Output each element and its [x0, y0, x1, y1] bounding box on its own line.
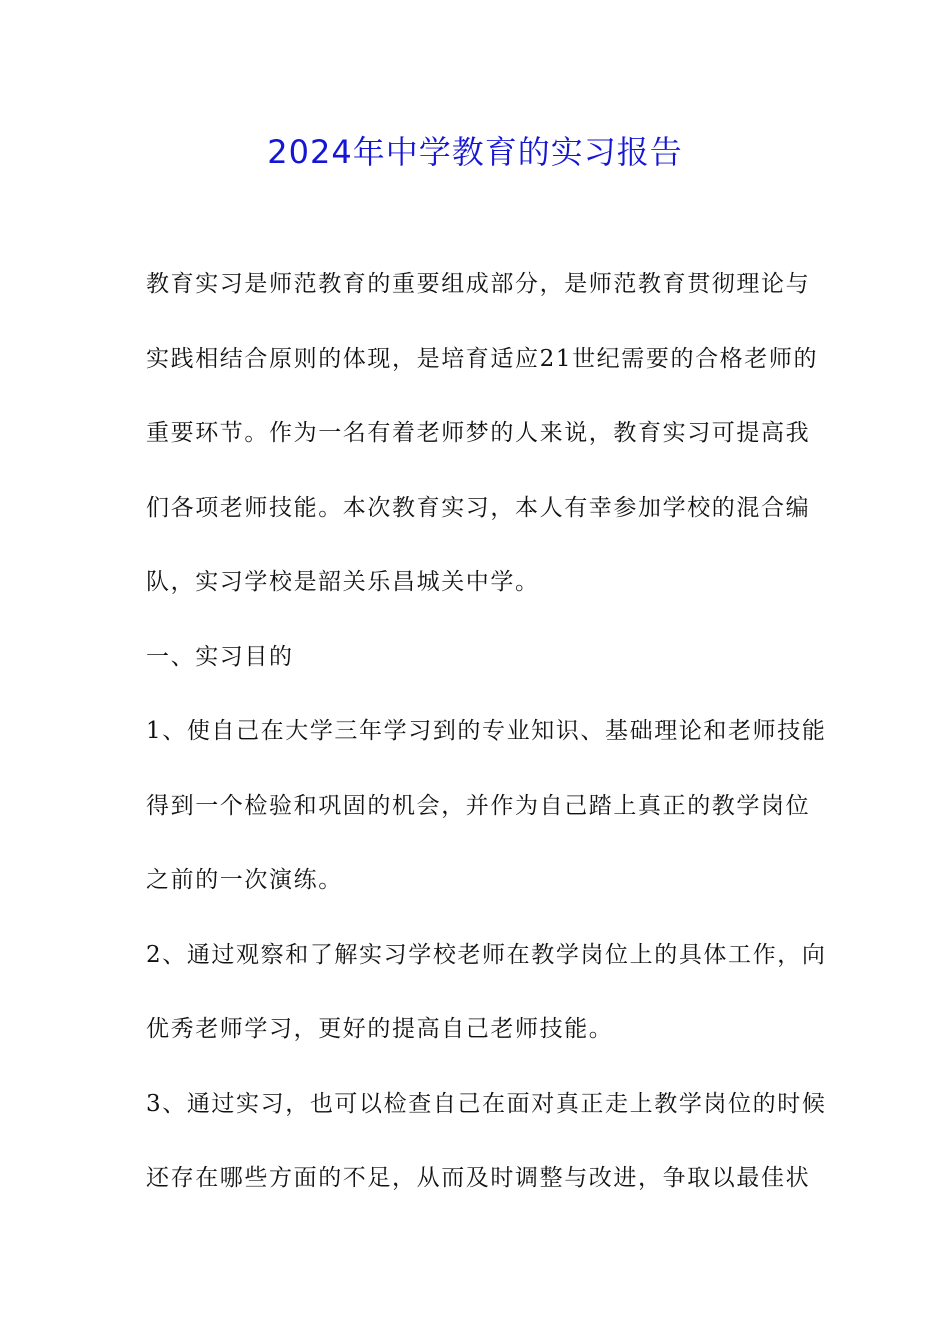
document-title: 2024年中学教育的实习报告	[267, 133, 683, 171]
text-line: 3、通过实习，也可以检查自己在面对真正走上教学岗位的时候	[146, 1090, 827, 1117]
text-line: 之前的一次演练。	[146, 867, 343, 893]
text-line: 还存在哪些方面的不足，从而及时调整与改进，争取以最佳状	[146, 1165, 811, 1191]
text-line: 得到一个检验和巩固的机会，并作为自己踏上真正的教学岗位	[146, 792, 811, 819]
text-line: 2、通过观察和了解实习学校老师在教学岗位上的具体工作，向	[146, 941, 827, 968]
text-line: 重要环节。作为一名有着老师梦的人来说，教育实习可提高我	[146, 420, 811, 446]
section-heading: 一、实习目的	[146, 643, 294, 670]
text-line: 优秀老师学习，更好的提高自己老师技能。	[146, 1016, 614, 1042]
text-line: 教育实习是师范教育的重要组成部分，是师范教育贯彻理论与	[146, 271, 811, 297]
text-line: 1、使自己在大学三年学习到的专业知识、基础理论和老师技能	[146, 718, 827, 744]
text-line: 们各项老师技能。本次教育实习，本人有幸参加学校的混合编	[146, 494, 811, 521]
text-line: 队，实习学校是韶关乐昌城关中学。	[146, 569, 540, 595]
document-body	[146, 260, 827, 1229]
text-line: 实践相结合原则的体现，是培育适应21世纪需要的合格老师的	[146, 345, 819, 372]
